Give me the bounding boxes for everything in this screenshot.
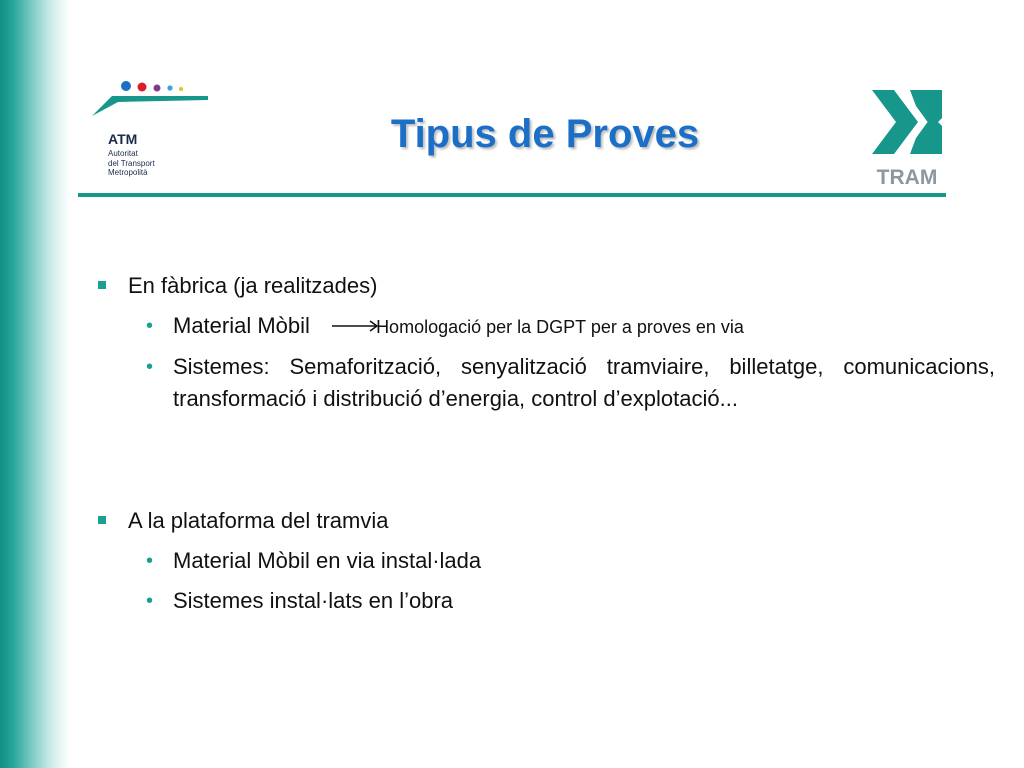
atm-logo-label: ATM [108, 131, 138, 147]
list-item-text: Material Mòbil [173, 313, 310, 338]
dot-bullet-icon: • [146, 590, 154, 612]
arrow-right-icon [332, 317, 380, 337]
square-bullet-icon [98, 281, 106, 289]
atm-sub-line-1: Autoritat [108, 149, 138, 158]
spacer [98, 415, 998, 505]
logo-dot-lightblue [167, 85, 172, 90]
list-item-text: Sistemes: Semaforització, senyalització tramviaire, billetatge, comunicacions, transformació i distribució d’energia, control d’explotació... [173, 354, 995, 411]
tram-logo [870, 88, 945, 188]
title-divider [78, 193, 946, 197]
section-heading-text: A la plataforma del tramvia [128, 508, 389, 533]
slide-title: Tipus de Proves [390, 112, 700, 156]
logo-dot-red [138, 83, 147, 92]
atm-sub-line-3: Metropolità [108, 168, 148, 177]
tram-logo-chevron [872, 90, 918, 154]
dot-bullet-icon: • [146, 315, 154, 337]
section-heading-factory [98, 270, 998, 302]
logo-dot-blue [121, 81, 131, 91]
square-bullet-icon [98, 516, 106, 524]
dot-bullet-icon: • [146, 356, 154, 378]
list-item [146, 545, 995, 577]
section-heading-text: En fàbrica (ja realitzades) [128, 273, 378, 298]
logo-dot-purple [154, 85, 161, 92]
arrow-annotation-text: Homologació per la DGPT per a proves en via [376, 317, 744, 337]
list-item-text: Material Mòbil en via instal·lada [173, 548, 482, 573]
atm-sub-line-2: del Transport [108, 158, 155, 168]
list-item-text: Sistemes instal·lats en l’obra [173, 588, 454, 613]
list-item [146, 351, 995, 415]
section-heading-platform [98, 505, 998, 537]
list-item [146, 585, 995, 617]
list-item [146, 310, 995, 343]
slide-content [98, 270, 998, 617]
logo-dot-yellow [179, 87, 183, 91]
tram-logo-label: TRAM [876, 166, 938, 188]
dot-bullet-icon: • [146, 550, 154, 572]
